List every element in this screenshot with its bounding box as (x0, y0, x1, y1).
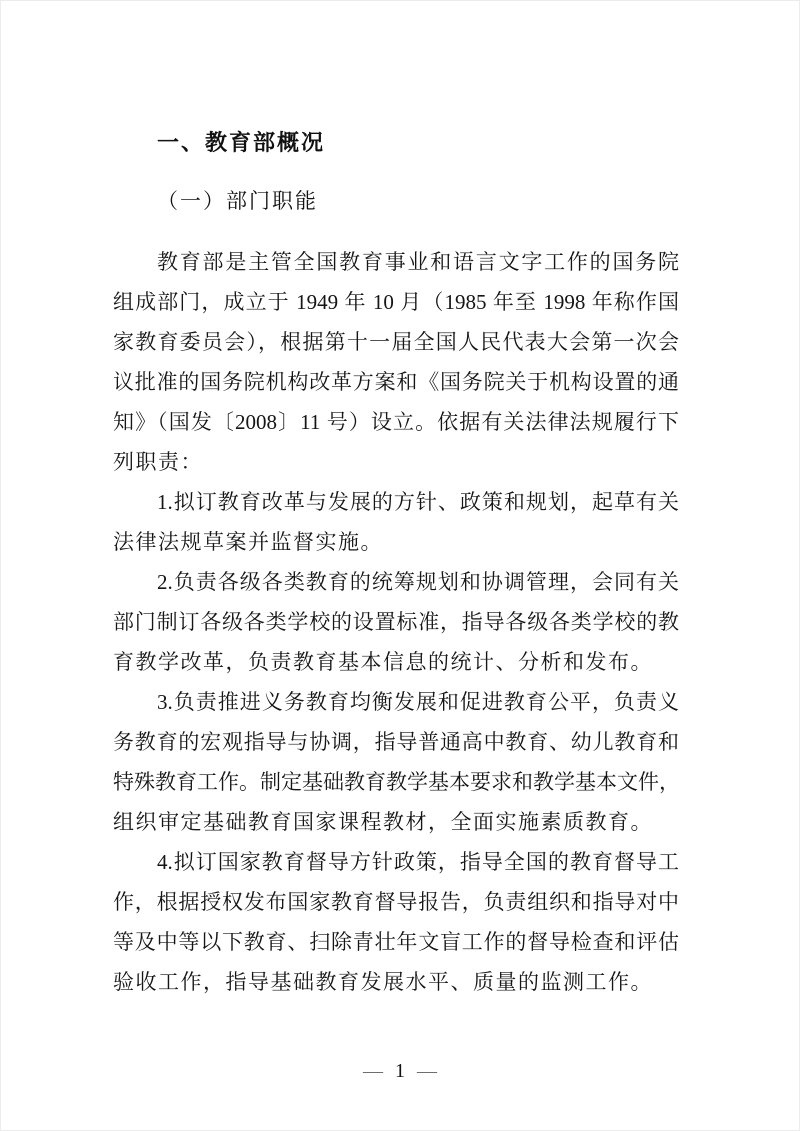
text-line: 部门制订各级各类学校的设置标准，指导各级各类学校的教 (113, 610, 679, 634)
footer-left-dash: — (363, 1060, 383, 1082)
text-line: 验收工作，指导基础教育发展水平、质量的监测工作。 (113, 970, 653, 994)
text-line: 教育部是主管全国教育事业和语言文字工作的国务院 (157, 250, 679, 274)
text-line: 特殊教育工作。制定基础教育教学基本要求和教学基本文件， (113, 770, 680, 794)
text-line: 育教学改革，负责教育基本信息的统计、分析和发布。 (113, 650, 653, 674)
text-line: 4.拟订国家教育督导方针政策，指导全国的教育督导工 (157, 850, 679, 874)
text-line: 组成部门，成立于 1949 年 10 月（1985 年至 1998 年称作国 (113, 290, 679, 314)
text-line: 家教育委员会），根据第十一届全国人民代表大会第一次会 (113, 330, 679, 354)
text-line: 1.拟订教育改革与发展的方针、政策和规划，起草有关 (157, 490, 679, 514)
text-line: 等及中等以下教育、扫除青壮年文盲工作的督导检查和评估 (113, 930, 679, 954)
page-footer (1, 1060, 799, 1082)
text-line: 务教育的宏观指导与协调，指导普通高中教育、幼儿教育和 (113, 730, 679, 754)
text-line: 2.负责各级各类教育的统筹规划和协调管理，会同有关 (157, 570, 679, 594)
text-line: 法律法规草案并监督实施。 (113, 530, 383, 554)
text-line: 列职责： (113, 450, 203, 474)
document-body (113, 129, 679, 1002)
paragraph-duty-3 (113, 682, 679, 842)
text-line: 议批准的国务院机构改革方案和《国务院关于机构设置的通 (113, 370, 679, 394)
text-line: 组织审定基础教育国家课程教材，全面实施素质教育。 (113, 810, 653, 834)
paragraph-duty-2 (113, 562, 679, 682)
text-line: 3.负责推进义务教育均衡发展和促进教育公平，负责义 (157, 690, 679, 714)
paragraph-intro (113, 242, 679, 482)
footer-right-dash: — (417, 1060, 437, 1082)
page-title: 一、教育部概况 (157, 130, 326, 155)
text-line: 知》（国发〔2008〕11 号）设立。依据有关法律法规履行下 (113, 410, 679, 434)
text-line: 作，根据授权发布国家教育督导报告，负责组织和指导对中 (113, 890, 679, 914)
page-number: 1 (395, 1060, 405, 1082)
section-subtitle: （一）部门职能 (157, 189, 318, 213)
paragraph-duty-4 (113, 842, 679, 1002)
paragraph-duty-1 (113, 482, 679, 562)
